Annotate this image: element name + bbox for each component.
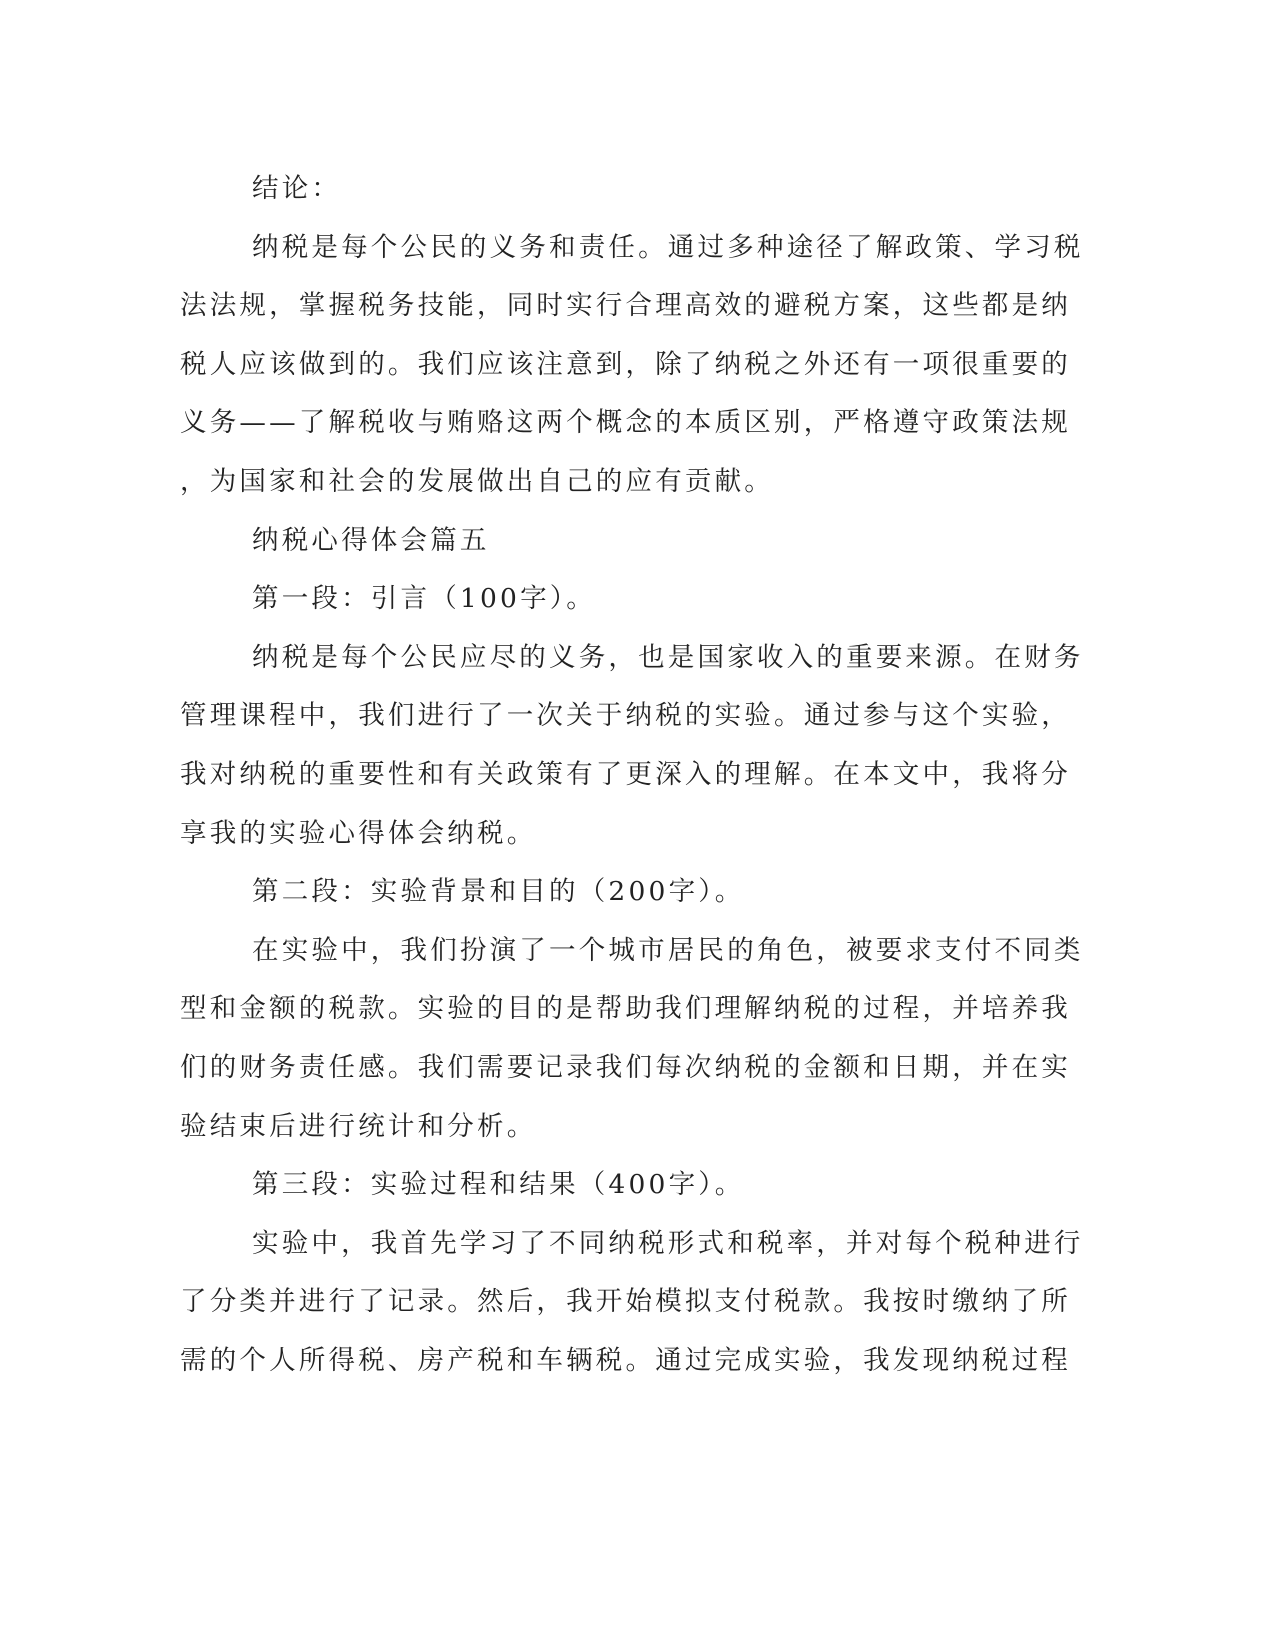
paragraph-line: 我对纳税的重要性和有关政策有了更深入的理解。在本文中，我将分 bbox=[180, 758, 1071, 790]
paragraph-line: 在实验中，我们扮演了一个城市居民的角色，被要求支付不同类 bbox=[252, 934, 1084, 966]
section-heading: 第一段：引言（100字）。 bbox=[252, 583, 596, 615]
paragraph-line: 需的个人所得税、房产税和车辆税。通过完成实验，我发现纳税过程 bbox=[180, 1344, 1071, 1376]
paragraph-line: 纳税是每个公民应尽的义务，也是国家收入的重要来源。在财务 bbox=[252, 641, 1084, 673]
document-body bbox=[180, 160, 1084, 1390]
paragraph-line: 税人应该做到的。我们应该注意到，除了纳税之外还有一项很重要的 bbox=[180, 348, 1071, 380]
paragraph-line: 义务——了解税收与贿赂这两个概念的本质区别，严格遵守政策法规 bbox=[180, 407, 1071, 439]
paragraph-line: 们的财务责任感。我们需要记录我们每次纳税的金额和日期，并在实 bbox=[180, 1051, 1071, 1083]
section-title: 纳税心得体会篇五 bbox=[252, 524, 490, 556]
conclusion-heading: 结论： bbox=[252, 173, 342, 204]
paragraph-line: 验结束后进行统计和分析。 bbox=[180, 1110, 537, 1142]
section-heading: 第二段：实验背景和目的（200字）。 bbox=[252, 876, 745, 908]
paragraph-line: 了分类并进行了记录。然后，我开始模拟支付税款。我按时缴纳了所 bbox=[180, 1286, 1071, 1318]
paragraph-line: 管理课程中，我们进行了一次关于纳税的实验。通过参与这个实验， bbox=[180, 700, 1071, 732]
paragraph-line: 实验中，我首先学习了不同纳税形式和税率，并对每个税种进行 bbox=[252, 1227, 1084, 1259]
paragraph-line: 型和金额的税款。实验的目的是帮助我们理解纳税的过程，并培养我 bbox=[180, 993, 1071, 1025]
paragraph-line: 法法规，掌握税务技能，同时实行合理高效的避税方案，这些都是纳 bbox=[180, 290, 1071, 322]
paragraph-line: ，为国家和社会的发展做出自己的应有贡献。 bbox=[180, 465, 774, 497]
paragraph-line: 享我的实验心得体会纳税。 bbox=[180, 817, 537, 849]
section-heading: 第三段：实验过程和结果（400字）。 bbox=[252, 1169, 745, 1201]
paragraph-line: 纳税是每个公民的义务和责任。通过多种途径了解政策、学习税 bbox=[252, 231, 1084, 263]
